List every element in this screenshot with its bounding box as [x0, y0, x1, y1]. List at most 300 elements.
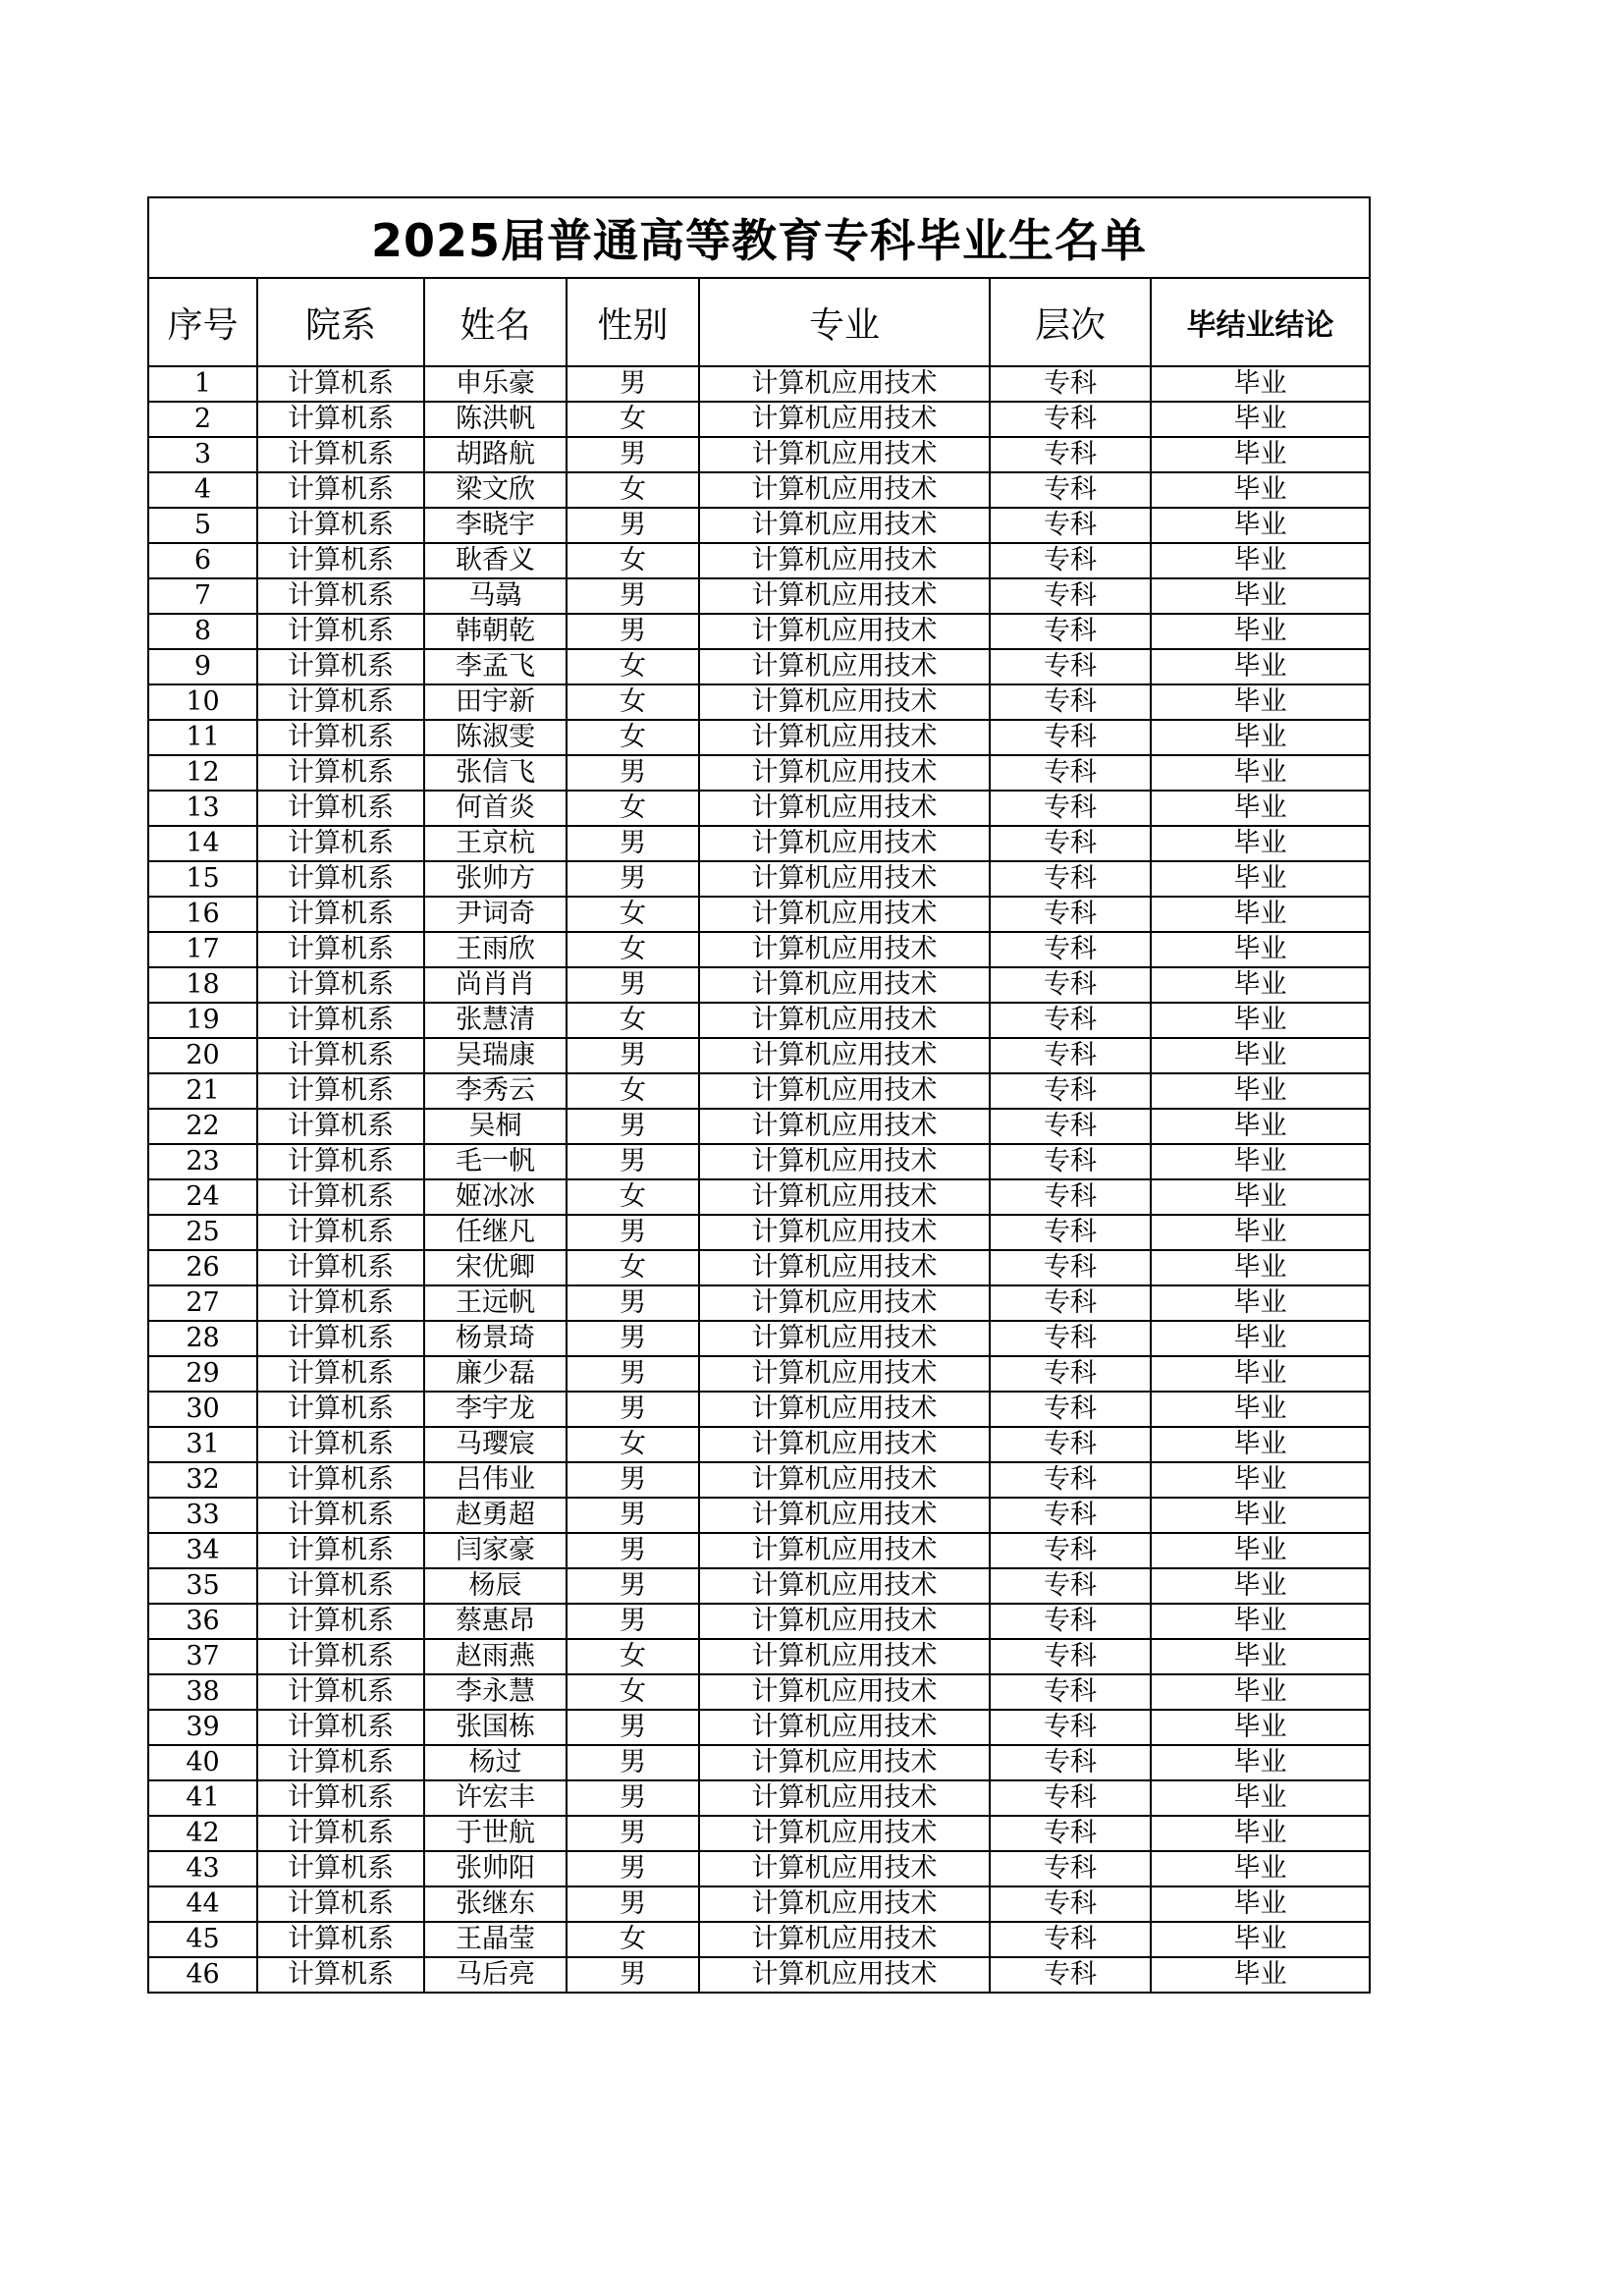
table-row [148, 437, 1370, 472]
cell-conclusion: 毕业 [1151, 437, 1370, 472]
cell-name: 李宇龙 [424, 1392, 567, 1427]
cell-conclusion: 毕业 [1151, 1038, 1370, 1073]
column-header-major: 专业 [699, 278, 990, 366]
cell-gender: 女 [567, 1073, 699, 1109]
cell-level: 专科 [990, 1392, 1151, 1427]
table-row [148, 1321, 1370, 1356]
table-row [148, 720, 1370, 755]
cell-major: 计算机应用技术 [699, 1498, 990, 1533]
cell-major: 计算机应用技术 [699, 1250, 990, 1285]
cell-conclusion: 毕业 [1151, 366, 1370, 402]
cell-name: 陈淑雯 [424, 720, 567, 755]
cell-gender: 男 [567, 1356, 699, 1392]
cell-major: 计算机应用技术 [699, 826, 990, 861]
cell-index: 10 [148, 684, 257, 720]
cell-major: 计算机应用技术 [699, 1215, 990, 1250]
cell-gender: 男 [567, 508, 699, 543]
cell-index: 13 [148, 791, 257, 826]
cell-index: 33 [148, 1498, 257, 1533]
cell-level: 专科 [990, 1038, 1151, 1073]
cell-level: 专科 [990, 1745, 1151, 1780]
cell-major: 计算机应用技术 [699, 1285, 990, 1321]
cell-name: 张继东 [424, 1886, 567, 1922]
cell-gender: 男 [567, 1215, 699, 1250]
cell-major: 计算机应用技术 [699, 1639, 990, 1674]
table-row [148, 1427, 1370, 1462]
cell-conclusion: 毕业 [1151, 472, 1370, 508]
cell-gender: 男 [567, 1568, 699, 1604]
cell-conclusion: 毕业 [1151, 791, 1370, 826]
cell-major: 计算机应用技术 [699, 1604, 990, 1639]
cell-index: 42 [148, 1816, 257, 1851]
cell-department: 计算机系 [257, 1109, 424, 1144]
cell-index: 44 [148, 1886, 257, 1922]
cell-name: 杨景琦 [424, 1321, 567, 1356]
cell-index: 32 [148, 1462, 257, 1498]
cell-conclusion: 毕业 [1151, 1285, 1370, 1321]
cell-name: 何首炎 [424, 791, 567, 826]
cell-level: 专科 [990, 366, 1151, 402]
cell-department: 计算机系 [257, 472, 424, 508]
cell-level: 专科 [990, 1533, 1151, 1568]
cell-major: 计算机应用技术 [699, 1851, 990, 1886]
cell-major: 计算机应用技术 [699, 967, 990, 1003]
cell-level: 专科 [990, 1710, 1151, 1745]
cell-department: 计算机系 [257, 932, 424, 967]
cell-name: 张帅阳 [424, 1851, 567, 1886]
cell-name: 杨过 [424, 1745, 567, 1780]
cell-department: 计算机系 [257, 1851, 424, 1886]
cell-major: 计算机应用技术 [699, 437, 990, 472]
cell-department: 计算机系 [257, 1568, 424, 1604]
cell-name: 毛一帆 [424, 1144, 567, 1179]
cell-index: 24 [148, 1179, 257, 1215]
table-row [148, 1250, 1370, 1285]
cell-department: 计算机系 [257, 1038, 424, 1073]
cell-department: 计算机系 [257, 1674, 424, 1710]
cell-level: 专科 [990, 543, 1151, 578]
cell-index: 40 [148, 1745, 257, 1780]
cell-name: 赵勇超 [424, 1498, 567, 1533]
cell-index: 6 [148, 543, 257, 578]
cell-level: 专科 [990, 1498, 1151, 1533]
cell-level: 专科 [990, 1851, 1151, 1886]
cell-conclusion: 毕业 [1151, 932, 1370, 967]
cell-name: 耿香义 [424, 543, 567, 578]
cell-index: 14 [148, 826, 257, 861]
cell-major: 计算机应用技术 [699, 1780, 990, 1816]
cell-name: 王京杭 [424, 826, 567, 861]
cell-gender: 男 [567, 614, 699, 649]
cell-level: 专科 [990, 578, 1151, 614]
cell-department: 计算机系 [257, 1745, 424, 1780]
cell-gender: 女 [567, 684, 699, 720]
cell-conclusion: 毕业 [1151, 684, 1370, 720]
cell-major: 计算机应用技术 [699, 1745, 990, 1780]
cell-major: 计算机应用技术 [699, 1179, 990, 1215]
cell-index: 43 [148, 1851, 257, 1886]
cell-name: 赵雨燕 [424, 1639, 567, 1674]
cell-major: 计算机应用技术 [699, 508, 990, 543]
cell-level: 专科 [990, 720, 1151, 755]
document-title: 2025届普通高等教育专科毕业生名单 [148, 197, 1370, 278]
cell-level: 专科 [990, 1321, 1151, 1356]
cell-name: 王远帆 [424, 1285, 567, 1321]
cell-name: 姬冰冰 [424, 1179, 567, 1215]
table-row [148, 1851, 1370, 1886]
cell-conclusion: 毕业 [1151, 1498, 1370, 1533]
cell-gender: 女 [567, 720, 699, 755]
cell-conclusion: 毕业 [1151, 1780, 1370, 1816]
cell-major: 计算机应用技术 [699, 1144, 990, 1179]
cell-department: 计算机系 [257, 1356, 424, 1392]
cell-level: 专科 [990, 1109, 1151, 1144]
table-row [148, 826, 1370, 861]
cell-level: 专科 [990, 1568, 1151, 1604]
table-row [148, 1886, 1370, 1922]
cell-department: 计算机系 [257, 543, 424, 578]
cell-gender: 女 [567, 932, 699, 967]
cell-major: 计算机应用技术 [699, 1003, 990, 1038]
cell-gender: 男 [567, 1533, 699, 1568]
cell-level: 专科 [990, 861, 1151, 897]
cell-gender: 男 [567, 366, 699, 402]
cell-index: 9 [148, 649, 257, 684]
table-row [148, 1144, 1370, 1179]
cell-level: 专科 [990, 1285, 1151, 1321]
cell-name: 尹词奇 [424, 897, 567, 932]
cell-gender: 男 [567, 578, 699, 614]
cell-gender: 男 [567, 1498, 699, 1533]
cell-conclusion: 毕业 [1151, 1215, 1370, 1250]
cell-department: 计算机系 [257, 402, 424, 437]
cell-conclusion: 毕业 [1151, 897, 1370, 932]
cell-index: 12 [148, 755, 257, 791]
cell-major: 计算机应用技术 [699, 1674, 990, 1710]
cell-gender: 女 [567, 1674, 699, 1710]
cell-level: 专科 [990, 437, 1151, 472]
table-row [148, 1179, 1370, 1215]
cell-index: 34 [148, 1533, 257, 1568]
cell-index: 15 [148, 861, 257, 897]
cell-conclusion: 毕业 [1151, 826, 1370, 861]
cell-name: 张帅方 [424, 861, 567, 897]
cell-gender: 女 [567, 1250, 699, 1285]
cell-department: 计算机系 [257, 1073, 424, 1109]
cell-gender: 男 [567, 1745, 699, 1780]
column-header-level: 层次 [990, 278, 1151, 366]
cell-name: 李晓宇 [424, 508, 567, 543]
cell-name: 王雨欣 [424, 932, 567, 967]
cell-conclusion: 毕业 [1151, 1533, 1370, 1568]
table-row [148, 649, 1370, 684]
cell-gender: 女 [567, 791, 699, 826]
cell-level: 专科 [990, 755, 1151, 791]
cell-index: 29 [148, 1356, 257, 1392]
cell-major: 计算机应用技术 [699, 1922, 990, 1957]
cell-conclusion: 毕业 [1151, 1745, 1370, 1780]
cell-name: 廉少磊 [424, 1356, 567, 1392]
cell-name: 梁文欣 [424, 472, 567, 508]
cell-level: 专科 [990, 1639, 1151, 1674]
cell-index: 2 [148, 402, 257, 437]
table-row [148, 402, 1370, 437]
cell-conclusion: 毕业 [1151, 1957, 1370, 1993]
cell-index: 3 [148, 437, 257, 472]
cell-gender: 男 [567, 1886, 699, 1922]
cell-conclusion: 毕业 [1151, 1816, 1370, 1851]
cell-conclusion: 毕业 [1151, 1321, 1370, 1356]
column-header-conclusion: 毕结业结论 [1151, 278, 1370, 366]
table-row [148, 1038, 1370, 1073]
cell-conclusion: 毕业 [1151, 1922, 1370, 1957]
cell-index: 19 [148, 1003, 257, 1038]
cell-department: 计算机系 [257, 366, 424, 402]
cell-conclusion: 毕业 [1151, 1073, 1370, 1109]
cell-conclusion: 毕业 [1151, 543, 1370, 578]
cell-gender: 女 [567, 1179, 699, 1215]
cell-level: 专科 [990, 826, 1151, 861]
cell-index: 45 [148, 1922, 257, 1957]
cell-gender: 男 [567, 1710, 699, 1745]
cell-department: 计算机系 [257, 967, 424, 1003]
cell-conclusion: 毕业 [1151, 1462, 1370, 1498]
cell-index: 27 [148, 1285, 257, 1321]
cell-level: 专科 [990, 1356, 1151, 1392]
cell-major: 计算机应用技术 [699, 1816, 990, 1851]
cell-gender: 男 [567, 826, 699, 861]
cell-conclusion: 毕业 [1151, 1356, 1370, 1392]
cell-department: 计算机系 [257, 1215, 424, 1250]
cell-major: 计算机应用技术 [699, 791, 990, 826]
cell-major: 计算机应用技术 [699, 684, 990, 720]
cell-name: 申乐豪 [424, 366, 567, 402]
cell-name: 韩朝乾 [424, 614, 567, 649]
cell-level: 专科 [990, 1922, 1151, 1957]
cell-department: 计算机系 [257, 437, 424, 472]
cell-name: 闫家豪 [424, 1533, 567, 1568]
table-row [148, 1498, 1370, 1533]
table-row [148, 1533, 1370, 1568]
cell-name: 任继凡 [424, 1215, 567, 1250]
cell-conclusion: 毕业 [1151, 1639, 1370, 1674]
cell-index: 41 [148, 1780, 257, 1816]
table-row [148, 1356, 1370, 1392]
cell-name: 许宏丰 [424, 1780, 567, 1816]
table-row [148, 1922, 1370, 1957]
cell-department: 计算机系 [257, 1639, 424, 1674]
cell-major: 计算机应用技术 [699, 1957, 990, 1993]
cell-major: 计算机应用技术 [699, 578, 990, 614]
table-row [148, 1604, 1370, 1639]
table-row [148, 1710, 1370, 1745]
cell-major: 计算机应用技术 [699, 1392, 990, 1427]
cell-level: 专科 [990, 649, 1151, 684]
cell-department: 计算机系 [257, 649, 424, 684]
cell-level: 专科 [990, 1250, 1151, 1285]
cell-gender: 男 [567, 1144, 699, 1179]
cell-department: 计算机系 [257, 897, 424, 932]
cell-name: 于世航 [424, 1816, 567, 1851]
cell-conclusion: 毕业 [1151, 755, 1370, 791]
table-row [148, 472, 1370, 508]
column-header-index: 序号 [148, 278, 257, 366]
table-row [148, 1109, 1370, 1144]
cell-level: 专科 [990, 614, 1151, 649]
table-row [148, 578, 1370, 614]
cell-conclusion: 毕业 [1151, 1179, 1370, 1215]
cell-department: 计算机系 [257, 1003, 424, 1038]
cell-name: 尚肖肖 [424, 967, 567, 1003]
cell-major: 计算机应用技术 [699, 543, 990, 578]
table-row [148, 861, 1370, 897]
cell-gender: 男 [567, 1109, 699, 1144]
cell-name: 吴瑞康 [424, 1038, 567, 1073]
column-header-gender: 性别 [567, 278, 699, 366]
cell-major: 计算机应用技术 [699, 1038, 990, 1073]
cell-index: 30 [148, 1392, 257, 1427]
column-header-department: 院系 [257, 278, 424, 366]
cell-level: 专科 [990, 402, 1151, 437]
cell-major: 计算机应用技术 [699, 1568, 990, 1604]
table-row [148, 1745, 1370, 1780]
cell-gender: 男 [567, 755, 699, 791]
table-row [148, 791, 1370, 826]
cell-conclusion: 毕业 [1151, 1144, 1370, 1179]
cell-department: 计算机系 [257, 1462, 424, 1498]
cell-major: 计算机应用技术 [699, 614, 990, 649]
cell-name: 田宇新 [424, 684, 567, 720]
cell-index: 8 [148, 614, 257, 649]
cell-level: 专科 [990, 967, 1151, 1003]
cell-major: 计算机应用技术 [699, 1073, 990, 1109]
cell-index: 17 [148, 932, 257, 967]
cell-conclusion: 毕业 [1151, 1427, 1370, 1462]
cell-department: 计算机系 [257, 1922, 424, 1957]
table-row [148, 1285, 1370, 1321]
cell-conclusion: 毕业 [1151, 1710, 1370, 1745]
table-row [148, 1816, 1370, 1851]
table-row [148, 1003, 1370, 1038]
cell-department: 计算机系 [257, 1604, 424, 1639]
cell-conclusion: 毕业 [1151, 1568, 1370, 1604]
cell-index: 26 [148, 1250, 257, 1285]
cell-department: 计算机系 [257, 1533, 424, 1568]
cell-name: 杨辰 [424, 1568, 567, 1604]
cell-department: 计算机系 [257, 861, 424, 897]
cell-department: 计算机系 [257, 826, 424, 861]
cell-major: 计算机应用技术 [699, 1321, 990, 1356]
cell-name: 马骉 [424, 578, 567, 614]
cell-level: 专科 [990, 897, 1151, 932]
table-row [148, 1215, 1370, 1250]
cell-gender: 男 [567, 1816, 699, 1851]
header-row [148, 278, 1370, 366]
cell-conclusion: 毕业 [1151, 861, 1370, 897]
table-row [148, 614, 1370, 649]
table-row [148, 1957, 1370, 1993]
cell-index: 25 [148, 1215, 257, 1250]
cell-level: 专科 [990, 1462, 1151, 1498]
cell-conclusion: 毕业 [1151, 967, 1370, 1003]
cell-major: 计算机应用技术 [699, 472, 990, 508]
cell-major: 计算机应用技术 [699, 755, 990, 791]
cell-name: 马后亮 [424, 1957, 567, 1993]
cell-gender: 男 [567, 1957, 699, 1993]
cell-name: 张慧清 [424, 1003, 567, 1038]
cell-index: 1 [148, 366, 257, 402]
cell-major: 计算机应用技术 [699, 897, 990, 932]
cell-gender: 男 [567, 1038, 699, 1073]
cell-level: 专科 [990, 684, 1151, 720]
cell-gender: 男 [567, 1392, 699, 1427]
cell-name: 王晶莹 [424, 1922, 567, 1957]
cell-major: 计算机应用技术 [699, 366, 990, 402]
cell-conclusion: 毕业 [1151, 720, 1370, 755]
cell-name: 李秀云 [424, 1073, 567, 1109]
table-row [148, 1674, 1370, 1710]
table-row [148, 755, 1370, 791]
cell-major: 计算机应用技术 [699, 1356, 990, 1392]
cell-gender: 男 [567, 1780, 699, 1816]
cell-name: 陈洪帆 [424, 402, 567, 437]
cell-gender: 男 [567, 1462, 699, 1498]
cell-major: 计算机应用技术 [699, 932, 990, 967]
cell-index: 20 [148, 1038, 257, 1073]
cell-major: 计算机应用技术 [699, 1109, 990, 1144]
cell-department: 计算机系 [257, 720, 424, 755]
cell-gender: 男 [567, 967, 699, 1003]
cell-level: 专科 [990, 1179, 1151, 1215]
cell-name: 宋优卿 [424, 1250, 567, 1285]
table-row [148, 1073, 1370, 1109]
cell-level: 专科 [990, 1780, 1151, 1816]
cell-department: 计算机系 [257, 1321, 424, 1356]
cell-conclusion: 毕业 [1151, 649, 1370, 684]
table-row [148, 967, 1370, 1003]
table-row [148, 932, 1370, 967]
cell-department: 计算机系 [257, 1710, 424, 1745]
cell-index: 5 [148, 508, 257, 543]
cell-name: 吴桐 [424, 1109, 567, 1144]
cell-conclusion: 毕业 [1151, 1250, 1370, 1285]
cell-level: 专科 [990, 1427, 1151, 1462]
cell-index: 28 [148, 1321, 257, 1356]
cell-major: 计算机应用技术 [699, 402, 990, 437]
cell-index: 39 [148, 1710, 257, 1745]
cell-name: 张国栋 [424, 1710, 567, 1745]
cell-department: 计算机系 [257, 1144, 424, 1179]
cell-level: 专科 [990, 1674, 1151, 1710]
cell-department: 计算机系 [257, 1427, 424, 1462]
table-row [148, 508, 1370, 543]
cell-name: 张信飞 [424, 755, 567, 791]
cell-index: 23 [148, 1144, 257, 1179]
cell-level: 专科 [990, 472, 1151, 508]
cell-department: 计算机系 [257, 684, 424, 720]
cell-level: 专科 [990, 1886, 1151, 1922]
cell-major: 计算机应用技术 [699, 861, 990, 897]
cell-index: 35 [148, 1568, 257, 1604]
cell-gender: 女 [567, 472, 699, 508]
cell-gender: 男 [567, 1851, 699, 1886]
cell-department: 计算机系 [257, 791, 424, 826]
table-row [148, 1568, 1370, 1604]
cell-index: 38 [148, 1674, 257, 1710]
cell-department: 计算机系 [257, 1285, 424, 1321]
cell-conclusion: 毕业 [1151, 578, 1370, 614]
cell-index: 4 [148, 472, 257, 508]
